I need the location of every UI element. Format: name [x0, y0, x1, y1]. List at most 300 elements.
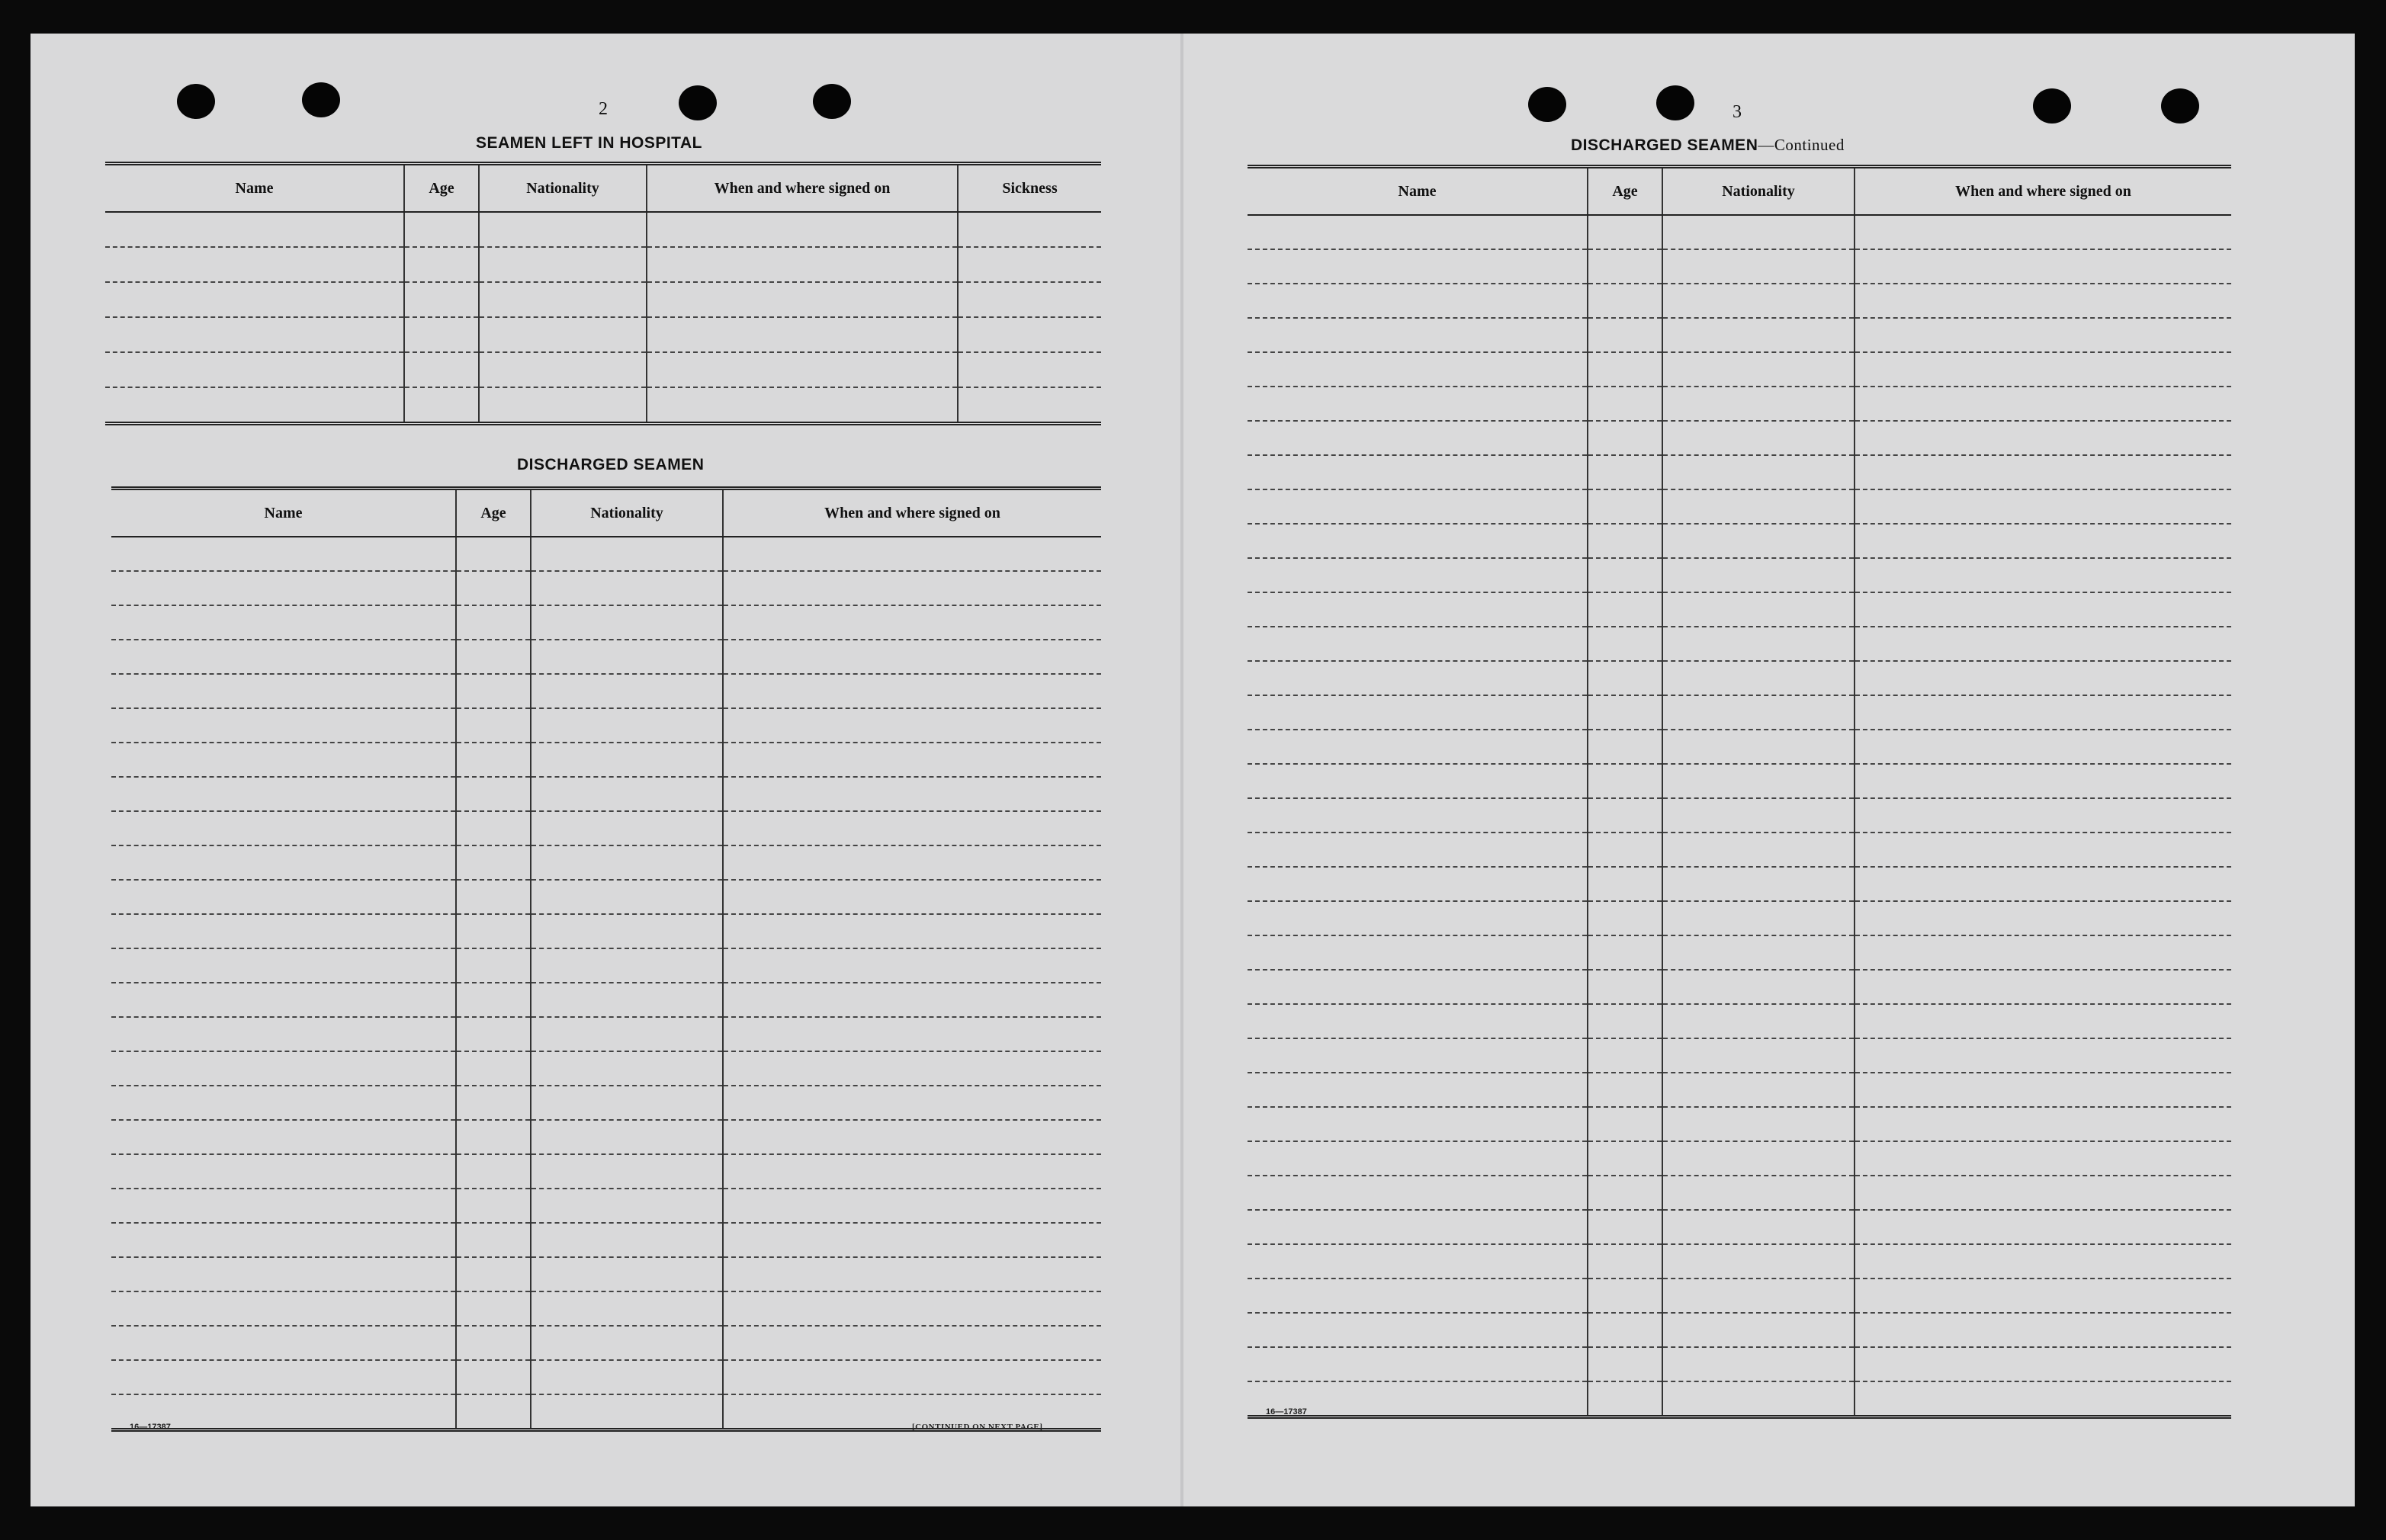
blank-cell[interactable] — [531, 1120, 723, 1154]
blank-cell[interactable] — [531, 571, 723, 605]
blank-cell[interactable] — [1662, 935, 1855, 970]
blank-cell[interactable] — [1248, 901, 1588, 935]
blank-cell[interactable] — [111, 811, 456, 845]
blank-cell[interactable] — [1588, 558, 1662, 592]
blank-cell[interactable] — [1588, 1141, 1662, 1176]
blank-cell[interactable] — [479, 247, 647, 282]
blank-cell[interactable] — [1248, 1004, 1588, 1038]
blank-cell[interactable] — [723, 777, 1101, 811]
blank-cell[interactable] — [456, 948, 531, 983]
blank-cell[interactable] — [1588, 867, 1662, 901]
blank-cell[interactable] — [1588, 798, 1662, 833]
blank-cell[interactable] — [111, 983, 456, 1017]
blank-cell[interactable] — [531, 1189, 723, 1223]
blank-cell[interactable] — [456, 845, 531, 880]
blank-cell[interactable] — [1855, 627, 2231, 661]
blank-cell[interactable] — [1588, 1279, 1662, 1313]
blank-cell[interactable] — [1588, 215, 1662, 249]
blank-cell[interactable] — [479, 387, 647, 424]
blank-cell[interactable] — [723, 1189, 1101, 1223]
blank-cell[interactable] — [1662, 489, 1855, 524]
blank-cell[interactable] — [723, 1326, 1101, 1360]
table-row — [1248, 1279, 2231, 1313]
blank-cell[interactable] — [1662, 627, 1855, 661]
blank-cell[interactable] — [1588, 249, 1662, 284]
blank-cell[interactable] — [1248, 661, 1588, 695]
blank-cell[interactable] — [479, 282, 647, 317]
blank-cell[interactable] — [531, 1291, 723, 1326]
blank-cell[interactable] — [531, 983, 723, 1017]
blank-cell[interactable] — [1248, 1313, 1588, 1347]
blank-cell[interactable] — [1662, 387, 1855, 421]
blank-cell[interactable] — [1662, 284, 1855, 318]
title-suffix: —Continued — [1758, 136, 1845, 154]
blank-cell[interactable] — [1855, 901, 2231, 935]
blank-cell[interactable] — [404, 387, 479, 424]
blank-cell[interactable] — [1248, 421, 1588, 455]
blank-cell[interactable] — [1855, 1210, 2231, 1244]
blank-cell[interactable] — [723, 708, 1101, 743]
blank-cell[interactable] — [958, 387, 1101, 424]
table-row — [111, 1189, 1101, 1223]
blank-cell[interactable] — [1855, 867, 2231, 901]
blank-cell[interactable] — [1248, 935, 1588, 970]
blank-cell[interactable] — [723, 571, 1101, 605]
blank-cell[interactable] — [531, 605, 723, 640]
blank-cell[interactable] — [1588, 387, 1662, 421]
blank-cell[interactable] — [105, 387, 404, 424]
blank-cell[interactable] — [1248, 1244, 1588, 1279]
table-row — [1248, 249, 2231, 284]
blank-cell[interactable] — [111, 1086, 456, 1120]
blank-cell[interactable] — [531, 914, 723, 948]
blank-cell[interactable] — [1662, 970, 1855, 1004]
blank-cell[interactable] — [1248, 1279, 1588, 1313]
blank-cell[interactable] — [1588, 592, 1662, 627]
blank-cell[interactable] — [531, 1017, 723, 1051]
blank-cell[interactable] — [456, 983, 531, 1017]
blank-cell[interactable] — [456, 914, 531, 948]
blank-cell[interactable] — [647, 247, 958, 282]
table-row — [1248, 833, 2231, 867]
blank-cell[interactable] — [456, 537, 531, 571]
blank-cell[interactable] — [1855, 1381, 2231, 1417]
blank-cell[interactable] — [531, 845, 723, 880]
blank-cell[interactable] — [1662, 730, 1855, 764]
blank-cell[interactable] — [723, 640, 1101, 674]
blank-cell[interactable] — [1662, 867, 1855, 901]
blank-cell[interactable] — [1662, 798, 1855, 833]
blank-cell[interactable] — [1588, 1210, 1662, 1244]
blank-cell[interactable] — [1855, 1313, 2231, 1347]
blank-cell[interactable] — [531, 640, 723, 674]
blank-cell[interactable] — [531, 1223, 723, 1257]
blank-cell[interactable] — [1588, 1176, 1662, 1210]
blank-cell[interactable] — [723, 1086, 1101, 1120]
blank-cell[interactable] — [531, 948, 723, 983]
blank-cell[interactable] — [1855, 1004, 2231, 1038]
blank-cell[interactable] — [1588, 695, 1662, 730]
blank-cell[interactable] — [456, 1257, 531, 1291]
blank-cell[interactable] — [1248, 1347, 1588, 1381]
blank-cell[interactable] — [1588, 455, 1662, 489]
blank-cell[interactable] — [456, 1360, 531, 1394]
blank-cell[interactable] — [1588, 833, 1662, 867]
blank-cell[interactable] — [1662, 318, 1855, 352]
blank-cell[interactable] — [111, 777, 456, 811]
blank-cell[interactable] — [958, 352, 1101, 387]
blank-cell[interactable] — [1855, 833, 2231, 867]
blank-cell[interactable] — [1855, 352, 2231, 387]
blank-cell[interactable] — [1855, 249, 2231, 284]
blank-cell[interactable] — [456, 743, 531, 777]
column-header: Name — [105, 164, 404, 213]
blank-cell[interactable] — [1588, 524, 1662, 558]
blank-cell[interactable] — [1248, 284, 1588, 318]
blank-cell[interactable] — [1588, 489, 1662, 524]
blank-cell[interactable] — [1855, 387, 2231, 421]
blank-cell[interactable] — [531, 880, 723, 914]
blank-cell[interactable] — [479, 212, 647, 247]
blank-cell[interactable] — [456, 708, 531, 743]
blank-cell[interactable] — [531, 674, 723, 708]
blank-cell[interactable] — [111, 1291, 456, 1326]
blank-cell[interactable] — [1662, 1004, 1855, 1038]
blank-cell[interactable] — [1855, 1073, 2231, 1107]
blank-cell[interactable] — [111, 640, 456, 674]
blank-cell[interactable] — [1248, 798, 1588, 833]
blank-cell[interactable] — [723, 880, 1101, 914]
blank-cell[interactable] — [1662, 1073, 1855, 1107]
blank-cell[interactable] — [1855, 764, 2231, 798]
blank-cell[interactable] — [456, 1154, 531, 1189]
blank-cell[interactable] — [531, 1394, 723, 1430]
blank-cell[interactable] — [456, 674, 531, 708]
blank-cell[interactable] — [105, 317, 404, 352]
blank-cell[interactable] — [531, 1086, 723, 1120]
blank-cell[interactable] — [723, 845, 1101, 880]
blank-cell[interactable] — [723, 1120, 1101, 1154]
blank-cell[interactable] — [1662, 421, 1855, 455]
blank-cell[interactable] — [1248, 1107, 1588, 1141]
table-row — [111, 1086, 1101, 1120]
blank-cell[interactable] — [1662, 1141, 1855, 1176]
blank-cell[interactable] — [1588, 970, 1662, 1004]
blank-cell[interactable] — [111, 948, 456, 983]
blank-cell[interactable] — [1248, 970, 1588, 1004]
blank-cell[interactable] — [1248, 249, 1588, 284]
table-row — [111, 743, 1101, 777]
blank-cell[interactable] — [647, 282, 958, 317]
blank-cell[interactable] — [1855, 730, 2231, 764]
blank-cell[interactable] — [1588, 627, 1662, 661]
blank-cell[interactable] — [1662, 1038, 1855, 1073]
blank-cell[interactable] — [1588, 284, 1662, 318]
blank-cell[interactable] — [1662, 764, 1855, 798]
table-row — [105, 387, 1101, 424]
blank-cell[interactable] — [111, 880, 456, 914]
blank-cell[interactable] — [723, 983, 1101, 1017]
blank-cell[interactable] — [404, 352, 479, 387]
blank-cell[interactable] — [1588, 1347, 1662, 1381]
blank-cell[interactable] — [111, 708, 456, 743]
blank-cell[interactable] — [531, 743, 723, 777]
blank-cell[interactable] — [723, 537, 1101, 571]
blank-cell[interactable] — [958, 282, 1101, 317]
blank-cell[interactable] — [111, 605, 456, 640]
blank-cell[interactable] — [1855, 935, 2231, 970]
blank-cell[interactable] — [1855, 1038, 2231, 1073]
blank-cell[interactable] — [456, 777, 531, 811]
blank-cell[interactable] — [1662, 1176, 1855, 1210]
blank-cell[interactable] — [1248, 695, 1588, 730]
blank-cell[interactable] — [531, 1051, 723, 1086]
blank-cell[interactable] — [1248, 764, 1588, 798]
table-row — [1248, 661, 2231, 695]
blank-cell[interactable] — [647, 352, 958, 387]
column-header: Name — [111, 489, 456, 537]
blank-cell[interactable] — [1855, 695, 2231, 730]
blank-cell[interactable] — [1662, 661, 1855, 695]
table-row — [1248, 1381, 2231, 1417]
blank-cell[interactable] — [1588, 935, 1662, 970]
table-row — [1248, 1176, 2231, 1210]
blank-cell[interactable] — [1588, 901, 1662, 935]
blank-cell[interactable] — [456, 880, 531, 914]
blank-cell[interactable] — [1248, 1210, 1588, 1244]
blank-cell[interactable] — [1855, 970, 2231, 1004]
blank-cell[interactable] — [1662, 901, 1855, 935]
blank-cell[interactable] — [111, 1017, 456, 1051]
table-row — [1248, 318, 2231, 352]
blank-cell[interactable] — [1855, 421, 2231, 455]
blank-cell[interactable] — [456, 1051, 531, 1086]
blank-cell[interactable] — [105, 212, 404, 247]
blank-cell[interactable] — [404, 282, 479, 317]
blank-cell[interactable] — [723, 1257, 1101, 1291]
blank-cell[interactable] — [531, 1257, 723, 1291]
blank-cell[interactable] — [723, 674, 1101, 708]
blank-cell[interactable] — [1662, 1381, 1855, 1417]
blank-cell[interactable] — [1588, 1244, 1662, 1279]
blank-cell[interactable] — [1855, 1107, 2231, 1141]
blank-cell[interactable] — [1248, 592, 1588, 627]
blank-cell[interactable] — [1662, 833, 1855, 867]
blank-cell[interactable] — [1248, 867, 1588, 901]
table-row — [111, 777, 1101, 811]
blank-cell[interactable] — [456, 1120, 531, 1154]
blank-cell[interactable] — [456, 605, 531, 640]
blank-cell[interactable] — [111, 1223, 456, 1257]
blank-cell[interactable] — [105, 282, 404, 317]
blank-cell[interactable] — [1248, 489, 1588, 524]
blank-cell[interactable] — [1248, 627, 1588, 661]
blank-cell[interactable] — [1662, 249, 1855, 284]
blank-cell[interactable] — [1662, 524, 1855, 558]
blank-cell[interactable] — [958, 247, 1101, 282]
blank-cell[interactable] — [1248, 215, 1588, 249]
blank-cell[interactable] — [1588, 318, 1662, 352]
blank-cell[interactable] — [111, 1189, 456, 1223]
blank-cell[interactable] — [456, 1394, 531, 1430]
blank-cell[interactable] — [531, 1326, 723, 1360]
blank-cell[interactable] — [647, 387, 958, 424]
blank-cell[interactable] — [723, 948, 1101, 983]
blank-cell[interactable] — [111, 1326, 456, 1360]
blank-cell[interactable] — [531, 708, 723, 743]
table-row — [111, 1017, 1101, 1051]
blank-cell[interactable] — [1662, 592, 1855, 627]
table-row — [111, 674, 1101, 708]
blank-cell[interactable] — [1248, 1141, 1588, 1176]
blank-cell[interactable] — [1248, 318, 1588, 352]
blank-cell[interactable] — [1855, 1176, 2231, 1210]
blank-cell[interactable] — [1855, 1141, 2231, 1176]
blank-cell[interactable] — [1248, 524, 1588, 558]
blank-cell[interactable] — [1662, 695, 1855, 730]
blank-cell[interactable] — [1662, 352, 1855, 387]
blank-cell[interactable] — [111, 743, 456, 777]
blank-cell[interactable] — [1248, 730, 1588, 764]
table-row — [1248, 1210, 2231, 1244]
blank-cell[interactable] — [111, 845, 456, 880]
blank-cell[interactable] — [1588, 1073, 1662, 1107]
blank-cell[interactable] — [1248, 1038, 1588, 1073]
table-row — [1248, 730, 2231, 764]
discharged-section-title: DISCHARGED SEAMEN — [517, 456, 705, 473]
blank-cell[interactable] — [1588, 661, 1662, 695]
blank-cell[interactable] — [1855, 489, 2231, 524]
blank-cell[interactable] — [1855, 1279, 2231, 1313]
table-row — [1248, 627, 2231, 661]
blank-cell[interactable] — [1855, 1244, 2231, 1279]
blank-cell[interactable] — [1588, 352, 1662, 387]
blank-cell[interactable] — [531, 777, 723, 811]
blank-cell[interactable] — [723, 811, 1101, 845]
blank-cell[interactable] — [1662, 1107, 1855, 1141]
blank-cell[interactable] — [723, 1154, 1101, 1189]
blank-cell[interactable] — [1588, 1313, 1662, 1347]
blank-cell[interactable] — [1588, 1004, 1662, 1038]
blank-cell[interactable] — [1855, 661, 2231, 695]
blank-cell[interactable] — [456, 1223, 531, 1257]
table-row — [1248, 1244, 2231, 1279]
blank-cell[interactable] — [1855, 524, 2231, 558]
blank-cell[interactable] — [105, 247, 404, 282]
table-row — [105, 317, 1101, 352]
blank-cell[interactable] — [1662, 455, 1855, 489]
blank-cell[interactable] — [723, 1223, 1101, 1257]
blank-cell[interactable] — [456, 811, 531, 845]
blank-cell[interactable] — [111, 914, 456, 948]
blank-cell[interactable] — [1662, 1313, 1855, 1347]
blank-cell[interactable] — [111, 674, 456, 708]
blank-cell[interactable] — [1248, 558, 1588, 592]
blank-cell[interactable] — [404, 317, 479, 352]
blank-cell[interactable] — [404, 247, 479, 282]
blank-cell[interactable] — [479, 317, 647, 352]
blank-cell[interactable] — [531, 811, 723, 845]
blank-cell[interactable] — [105, 352, 404, 387]
blank-cell[interactable] — [1248, 455, 1588, 489]
blank-cell[interactable] — [1855, 455, 2231, 489]
blank-cell[interactable] — [531, 1154, 723, 1189]
blank-cell[interactable] — [1248, 352, 1588, 387]
blank-cell[interactable] — [456, 1291, 531, 1326]
blank-cell[interactable] — [958, 212, 1101, 247]
blank-cell[interactable] — [1855, 318, 2231, 352]
discharged-continued-title — [1571, 136, 1845, 155]
blank-cell[interactable] — [647, 317, 958, 352]
blank-cell[interactable] — [1855, 798, 2231, 833]
blank-cell[interactable] — [456, 1017, 531, 1051]
blank-cell[interactable] — [1588, 421, 1662, 455]
blank-cell[interactable] — [1588, 730, 1662, 764]
blank-cell[interactable] — [531, 1360, 723, 1394]
blank-cell[interactable] — [1248, 833, 1588, 867]
table-row — [1248, 1004, 2231, 1038]
blank-cell[interactable] — [111, 1154, 456, 1189]
form-code: 16—17387 — [130, 1423, 171, 1432]
blank-cell[interactable] — [723, 1291, 1101, 1326]
blank-cell[interactable] — [111, 1051, 456, 1086]
blank-cell[interactable] — [723, 914, 1101, 948]
blank-cell[interactable] — [1588, 1107, 1662, 1141]
blank-cell[interactable] — [111, 1360, 456, 1394]
blank-cell[interactable] — [1248, 1176, 1588, 1210]
blank-cell[interactable] — [1855, 592, 2231, 627]
blank-cell[interactable] — [1662, 1347, 1855, 1381]
blank-cell[interactable] — [1248, 1073, 1588, 1107]
blank-cell[interactable] — [723, 1051, 1101, 1086]
blank-cell[interactable] — [1588, 1381, 1662, 1417]
blank-cell[interactable] — [531, 537, 723, 571]
blank-cell[interactable] — [479, 352, 647, 387]
blank-cell[interactable] — [1662, 215, 1855, 249]
blank-cell[interactable] — [1662, 558, 1855, 592]
blank-cell[interactable] — [723, 605, 1101, 640]
table-row — [111, 1360, 1101, 1394]
blank-cell[interactable] — [723, 743, 1101, 777]
blank-cell[interactable] — [456, 640, 531, 674]
blank-cell[interactable] — [111, 1257, 456, 1291]
blank-cell[interactable] — [456, 1326, 531, 1360]
blank-cell[interactable] — [456, 1189, 531, 1223]
column-header: Age — [404, 164, 479, 213]
blank-cell[interactable] — [1662, 1210, 1855, 1244]
blank-cell[interactable] — [723, 1360, 1101, 1394]
blank-cell[interactable] — [1662, 1244, 1855, 1279]
blank-cell[interactable] — [456, 1086, 531, 1120]
column-header: Age — [456, 489, 531, 537]
blank-cell[interactable] — [111, 537, 456, 571]
blank-cell[interactable] — [1855, 1347, 2231, 1381]
blank-cell[interactable] — [404, 212, 479, 247]
blank-cell[interactable] — [723, 1017, 1101, 1051]
blank-cell[interactable] — [111, 571, 456, 605]
blank-cell[interactable] — [1855, 215, 2231, 249]
blank-cell[interactable] — [1855, 284, 2231, 318]
blank-cell[interactable] — [111, 1120, 456, 1154]
blank-cell[interactable] — [456, 571, 531, 605]
blank-cell[interactable] — [1588, 764, 1662, 798]
blank-cell[interactable] — [647, 212, 958, 247]
blank-cell[interactable] — [1588, 1038, 1662, 1073]
blank-cell[interactable] — [1855, 558, 2231, 592]
blank-cell[interactable] — [1662, 1279, 1855, 1313]
blank-cell[interactable] — [958, 317, 1101, 352]
blank-cell[interactable] — [1248, 387, 1588, 421]
